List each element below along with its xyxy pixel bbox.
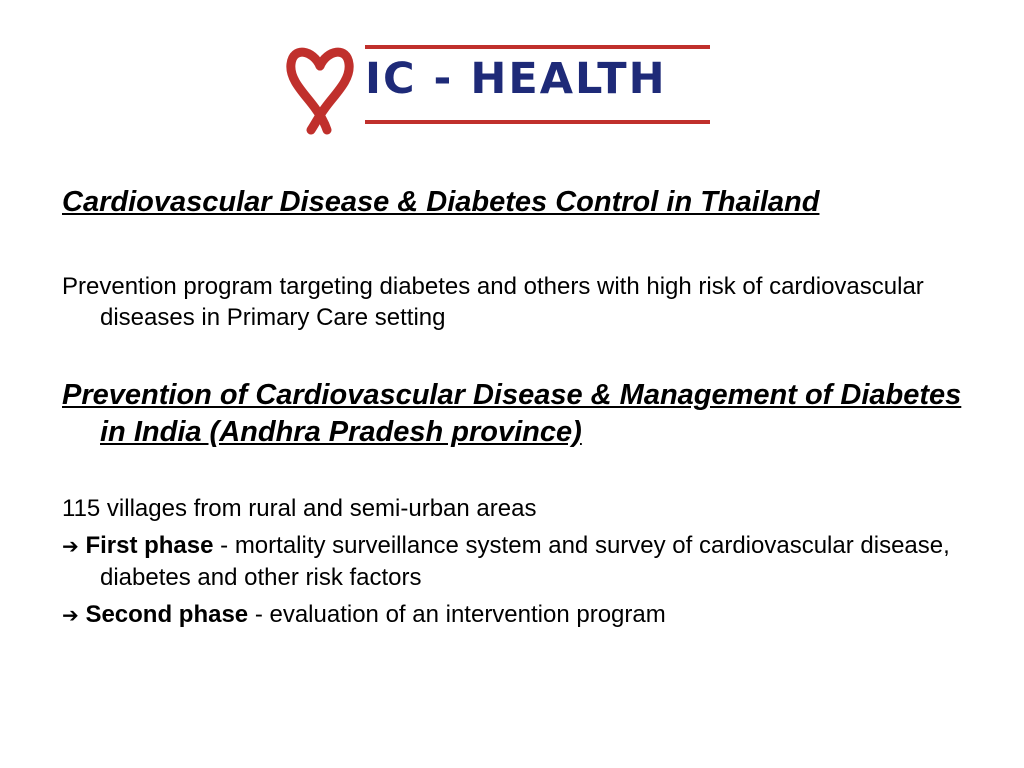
heart-ribbon-icon [285,36,355,136]
india-villages: 115 villages from rural and semi-urban areas [62,495,537,522]
second-phase-text: - evaluation of an intervention program [248,601,666,628]
thailand-heading: Cardiovascular Disease & Diabetes Control in Thailand [62,186,820,218]
second-phase-label: Second phase [85,601,249,628]
logo-top-rule [365,45,710,49]
first-phase-item [62,530,962,593]
first-phase-label: First phase [85,532,214,559]
arrow-right-icon: ➔ [62,534,79,558]
slide-content [62,184,962,631]
second-phase-item [62,599,962,631]
arrow-right-icon: ➔ [62,603,79,627]
first-phase-text: - mortality surveillance system and survey of cardiovascular disease, diabetes and other risk factors [100,532,950,591]
logo-text: IC - HEALTH [365,54,667,104]
logo-bottom-rule [365,120,710,124]
ic-health-logo [285,36,715,136]
india-heading: Prevention of Cardiovascular Disease & Management of Diabetes in India (Andhra Pradesh province) [62,379,962,448]
thailand-description: Prevention program targeting diabetes and others with high risk of cardiovascular diseases in Primary Care setting [62,273,924,331]
